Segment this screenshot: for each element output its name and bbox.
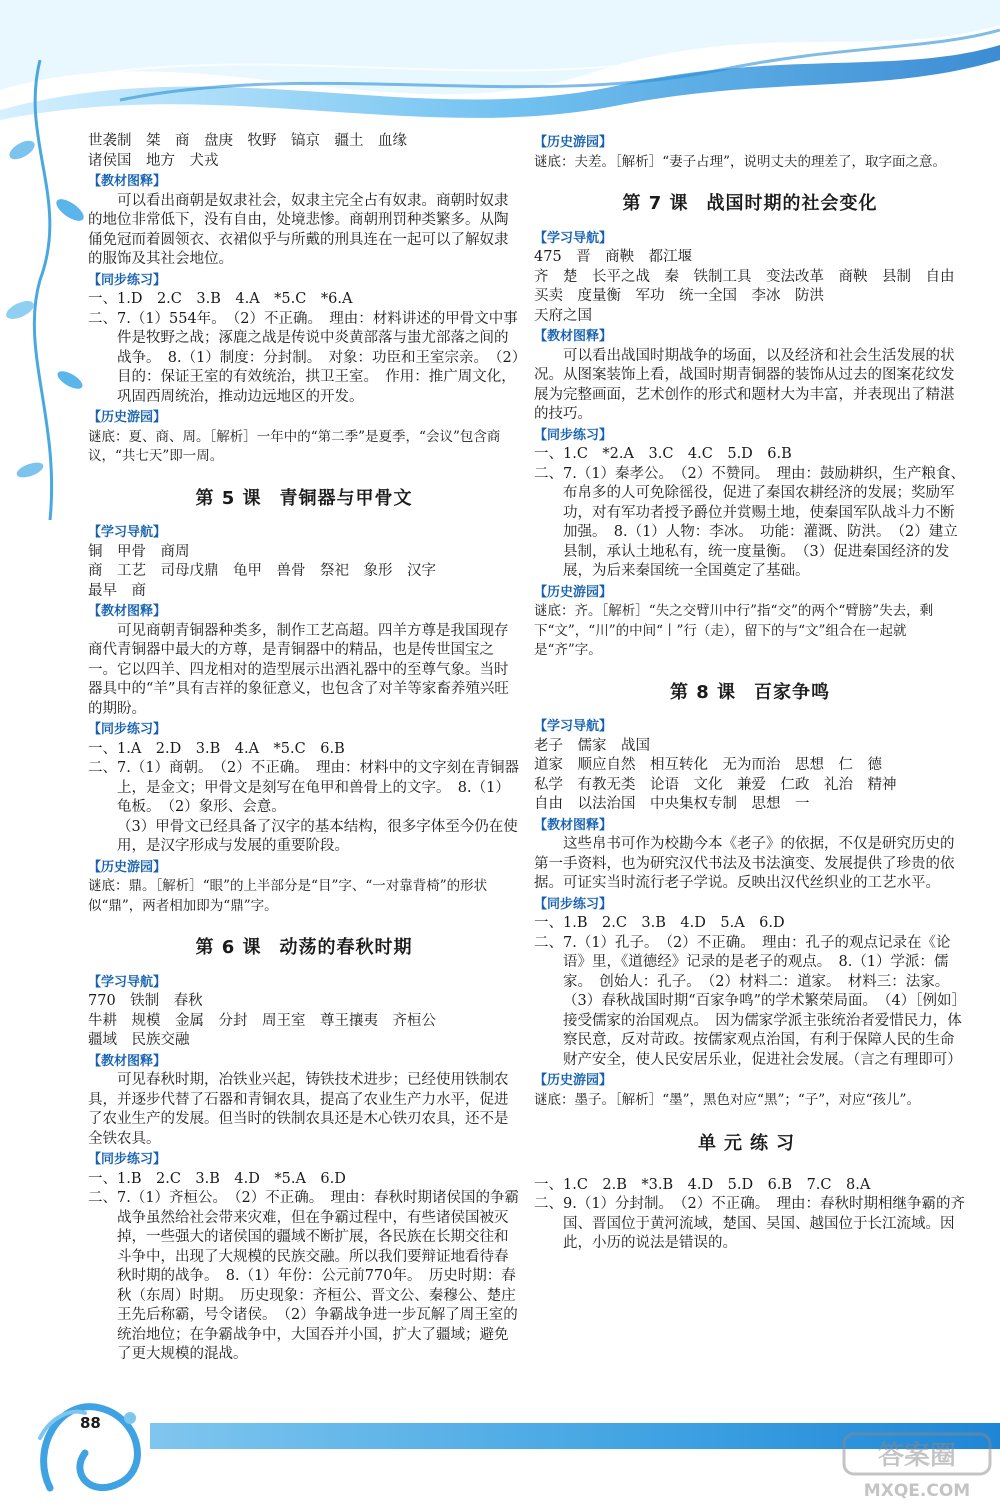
intro-line: 世袭制 桀 商 盘庚 牧野 镐京 疆土 血缘 (88, 133, 407, 149)
section-tag: 【 学习导航 】 (534, 230, 612, 247)
keyword-line: 老子 儒家 战国 (534, 737, 650, 754)
footer-swirl-decoration (30, 1378, 170, 1503)
answer-line: 二、7.（1）商朝。 （2）不正确。 理由：材料中的文字刻在青铜器上，是金文；甲骨文是刻写在龟甲和兽骨上的文字。 8.（1）龟板。 （2）象形、会意。 (88, 760, 520, 815)
lesson-number: 第 5 课 (195, 487, 262, 509)
svg-text:MXQE.COM: MXQE.COM (863, 1481, 971, 1501)
lesson-title (88, 938, 520, 958)
section-tag: 【 同步练习 】 (88, 1151, 166, 1168)
section-tag: 【 教材图释 】 (534, 817, 612, 834)
answer-line: 一、1.B 2.C 3.B 4.D *5.A 6.D (88, 1170, 346, 1187)
keyword-line: 牛耕 规模 金属 分封 周王室 尊王攘夷 齐桓公 (88, 1012, 436, 1029)
riddle-answer: 谜底：墨子。［解析］“墨”，黑色对应“黑”；“子”，对应“孩儿”。 (534, 1091, 920, 1108)
lesson-name: 动荡的春秋时期 (279, 937, 413, 958)
answer-line: 二、7.（1）齐桓公。 （2）不正确。 理由：春秋时期诸侯国的争霸战争虽然给社会带来灾难，但在争霸过程中，有些诸侯国被灭掉，一些强大的诸侯国的疆域不断扩展，各民族在长期交往和斗争中，出现了大规模的民族交融。所以我们要辩证地看待春秋时期的战争。 8.（1）年份：公元前770年。 历史时期：春秋（东周）时期。 历史现象：齐桓公、晋文公、秦穆公、楚庄王先后称霸，号令诸侯。 （2）争霸战争进一步瓦解了周王室的统治地位；在争霸战争中，大国吞并小国，扩大了疆域；避免了更大规模的混战。 (88, 1190, 520, 1362)
page-number: 88 (80, 1414, 101, 1432)
keyword-line: 自由 以法治国 中央集权专制 思想 一 (534, 796, 810, 812)
lesson-name: 青铜器与甲骨文 (279, 487, 413, 509)
section-tag: 【 历史游园 】 (88, 859, 166, 876)
keyword-line: 商 工艺 司母戊鼎 龟甲 兽骨 祭祀 象形 汉字 (88, 563, 436, 579)
section-tag: 【 学习导航 】 (88, 524, 166, 541)
lesson-number: 第 6 课 (195, 937, 262, 958)
answer-line: 二、9.（1）分封制。 （2）不正确。 理由：春秋时期相继争霸的齐国、晋国位于黄河流域，楚国、吴国、越国位于长江流域。因此，小历的说法是错误的。 (534, 1196, 966, 1251)
unit-title: 单元练习 (698, 1133, 802, 1154)
riddle-answer: 谜底：鼎。［解析］“眼”的上半部分是“目”字、“一对靠背椅”的形状似“鼎”，两者相加即为“鼎”字。 (88, 878, 488, 914)
section-tag: 【 历史游园 】 (534, 1072, 612, 1089)
keyword-line: 天府之国 (534, 307, 592, 324)
header-banner (0, 0, 1000, 135)
site-watermark (842, 1432, 992, 1504)
keyword-line: 最早 商 (88, 582, 146, 599)
lesson-title (88, 489, 520, 509)
answer-line: 二、7.（1）孔子。 （2）不正确。 理由：孔子的观点记录在《论语》里，《道德经》记录的是老子的观点。 8.（1）学派：儒家。 创始人：孔子。 （2）材料二：道家。 材料三：法家。 （3）春秋战国时期“百家争鸣”的学术繁荣局面。 （4）［例如］接受儒家的治国观点。 因为儒家学派主张统治者爱惜民力，体察民意，反对苛政。按儒家观点治国，有利于保障人民的生命财产安全，使人民安居乐业，促进社会发展。（言之有理即可） (534, 934, 967, 1068)
section-tag: 【 教材图释 】 (88, 603, 166, 620)
textbook-explanation: 这些帛书可作为校勘今本《老子》的依据，不仅是研究历史的第一手资料，也为研究汉代书法及书法演变、发展提供了珍贵的依据。可证实当时流行老子学说。反映出汉代丝织业的工艺水平。 (534, 836, 955, 891)
section-tag: 【 历史游园 】 (534, 584, 612, 601)
section-tag: 【 历史游园 】 (88, 409, 166, 426)
section-tag: 【 教材图释 】 (88, 173, 166, 190)
intro-line: 诸侯国 地方 犬戎 (88, 152, 219, 169)
lesson-name: 战国时期的社会变化 (706, 193, 878, 214)
answer-line: （3）甲骨文已经具备了汉字的基本结构，很多字体至今仍在使用，是汉字形成与发展的重要阶段。 (117, 818, 518, 854)
section-tag: 【 同步练习 】 (88, 272, 166, 289)
riddle-answer: 谜底：齐。［解析］“失之交臂川中行”指“交”的两个“臂膀”失去，剩下“文”，“川”的中间“丨”行（走），留下的与“文”组合在一起就是“齐”字。 (534, 603, 934, 658)
keyword-line: 私学 有教无类 论语 文化 兼爱 仁政 礼治 精神 (534, 776, 897, 793)
lesson-name: 百家争鸣 (754, 681, 831, 703)
lesson-title (534, 194, 966, 214)
svg-text:答案圈: 答案圈 (877, 1441, 957, 1471)
section-tag: 【 同步练习 】 (534, 427, 612, 444)
left-column (88, 132, 520, 1365)
keyword-line: 疆域 民族交融 (88, 1032, 190, 1048)
textbook-explanation: 可见春秋时期，冶铁业兴起，铸铁技术进步；已经使用铁制农具，并逐步代替了石器和青铜农具，提高了农业生产力水平，促进了农业生产的发展。但当时的铁制农具还是木心铁刃农具，还不是全铁农具。 (88, 1072, 509, 1147)
answer-line: 一、1.A 2.D 3.B 4.A *5.C 6.B (88, 740, 345, 757)
section-tag: 【 同步练习 】 (88, 721, 166, 738)
keyword-line: 770 铁制 春秋 (88, 993, 203, 1009)
right-column (534, 132, 966, 1254)
section-tag: 【 学习导航 】 (534, 718, 612, 735)
section-tag: 【 教材图释 】 (88, 1053, 166, 1070)
answer-line: 一、1.D 2.C 3.B 4.A *5.C *6.A (88, 291, 353, 307)
riddle-answer: 谜底：夫差。［解析］“妻子占理”，说明丈夫的理差了，取字面之意。 (534, 153, 947, 170)
keyword-line: 齐 楚 长平之战 秦 铁制工具 变法改革 商鞅 县制 自由买卖 度量衡 军功 统一全国 李冰 防洪 (534, 268, 955, 304)
answer-line: 一、1.C *2.A 3.C 4.C 5.D 6.B (534, 446, 792, 462)
lesson-number: 第 8 课 (669, 681, 737, 703)
lesson-number: 第 7 课 (622, 193, 689, 214)
answer-line: 二、7.（1）秦孝公。 （2）不赞同。 理由：鼓励耕织，生产粮食、布帛多的人可免除徭役，促进了秦国农耕经济的发展；奖励军功，对有军功者授予爵位并赏赐土地，使秦国军队战斗力不断加强。 8.（1）人物：李冰。 功能：灌溉、防洪。 （2）建立县制，承认土地私有，统一度量衡。 （3）促进秦国经济的发展，为后来秦国统一全国奠定了基础。 (534, 465, 966, 579)
keyword-line: 道家 顺应自然 相互转化 无为而治 思想 仁 德 (534, 757, 882, 773)
section-tag: 【 同步练习 】 (534, 896, 612, 913)
riddle-answer: 谜底：夏、商、周。［解析］一年中的“第二季”是夏季，“会议”包含商议，“共七天”即一周。 (88, 428, 501, 464)
lesson-title (534, 683, 966, 703)
answer-line: 一、1.B 2.C 3.B 4.D 5.A 6.D (534, 915, 785, 931)
textbook-explanation: 可见商朝青铜器种类多，制作工艺高超。四羊方尊是我国现存商代青铜器中最大的方尊，是青铜器中的精品，也是传世国宝之一。它以四羊、四龙相对的造型展示出酒礼器中的至尊气象。当时器具中的“羊”具有吉祥的象征意义，也包含了对羊等家畜养殖兴旺的期盼。 (88, 622, 509, 717)
section-tag: 【 历史游园 】 (534, 134, 612, 151)
answer-line: 二、7.（1）554年。 （2）不正确。 理由：材料讲述的甲骨文中事件是牧野之战；涿鹿之战是传说中炎黄部落与蚩尤部落之间的战争。 8.（1）制度：分封制。 对象：功臣和王室宗亲。 （2）目的：保证王室的有效统治，拱卫王室。 作用：推广周文化，巩固西周统治，推动边远地区的开发。 (88, 310, 520, 405)
section-tag: 【 教材图释 】 (534, 328, 612, 345)
textbook-explanation: 可以看出战国时期战争的场面，以及经济和社会生活发展的状况。从图案装饰上看，战国时期青铜器的装饰从过去的图案花纹发展为完整画面，艺术创作的形式和题材大为丰富，并表现出了精湛的技巧。 (534, 347, 955, 422)
keyword-line: 铜 甲骨 商周 (88, 543, 190, 560)
keyword-line: 475 晋 商鞅 都江堰 (534, 249, 693, 265)
answer-line: 一、1.C 2.B *3.B 4.D 5.D 6.B 7.C 8.A (534, 1176, 871, 1193)
textbook-explanation: 可以看出商朝是奴隶社会，奴隶主完全占有奴隶。商朝时奴隶的地位非常低下，没有自由，处境悲惨。商朝刑罚种类繁多。从陶俑免冠而着圆领衣、衣裙似乎与所戴的刑具连在一起可以了解奴隶的服饰及其社会地位。 (88, 192, 509, 267)
section-tag: 【 学习导航 】 (88, 974, 166, 991)
